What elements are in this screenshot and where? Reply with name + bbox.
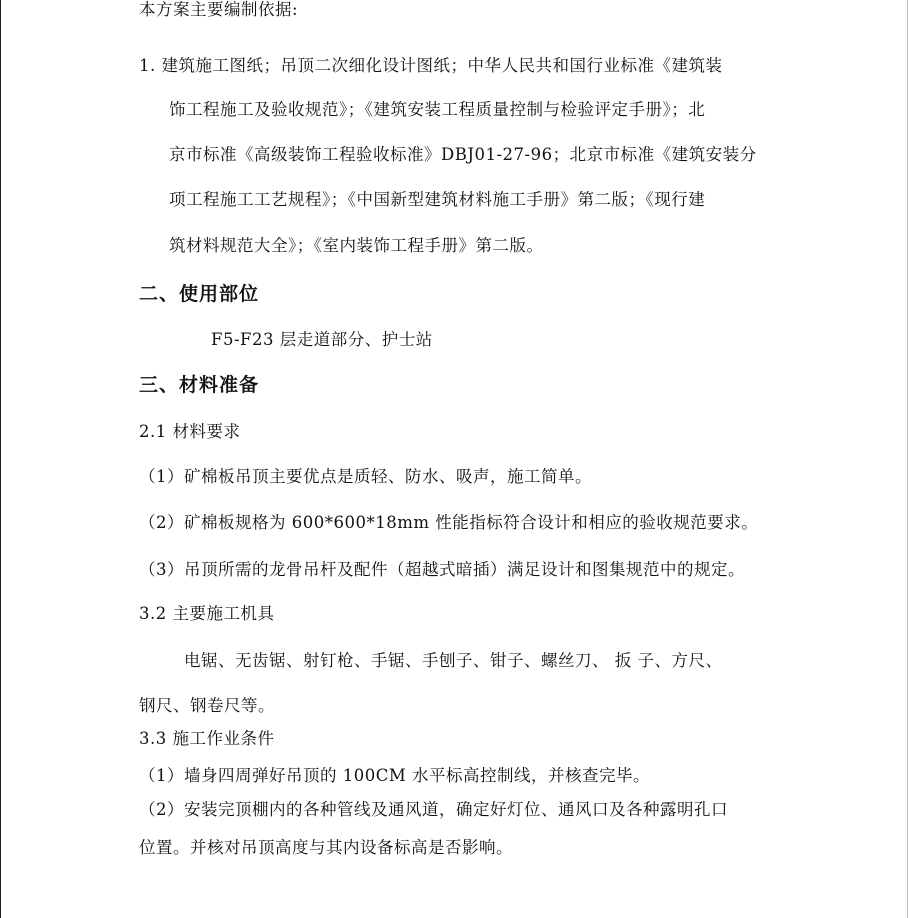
page-left-border bbox=[0, 0, 1, 918]
material-item-2: （2）矿棉板规格为 600*600*18mm 性能指标符合设计和相应的验收规范要求。 bbox=[139, 513, 759, 532]
section-heading-usage: 二、使用部位 bbox=[139, 283, 260, 305]
subsection-title-work-conditions: 3.3 施工作业条件 bbox=[139, 729, 275, 748]
basis-line-4: 项工程施工工艺规程》；《中国新型建筑材料施工手册》第二版；《现行建 bbox=[169, 190, 706, 209]
usage-location-text: F5-F23 层走道部分、护士站 bbox=[211, 330, 433, 349]
subsection-title-material-requirements: 2.1 材料要求 bbox=[139, 422, 241, 441]
intro-text: 本方案主要编制依据: bbox=[139, 0, 299, 19]
tools-line-2: 钢尺、钢卷尺等。 bbox=[139, 696, 275, 715]
basis-line-2: 饰工程施工及验收规范》；《建筑安装工程质量控制与检验评定手册》；北 bbox=[169, 100, 706, 119]
condition-item-1: （1）墙身四周弹好吊顶的 100CM 水平标高控制线，并核查完毕。 bbox=[139, 766, 651, 785]
section-heading-materials: 三、材料准备 bbox=[139, 374, 260, 396]
condition-item-2-line-1: （2）安装完顶棚内的各种管线及通风道，确定好灯位、通风口及各种露明孔口 bbox=[139, 800, 728, 819]
basis-line-5: 筑材料规范大全》；《室内装饰工程手册》第二版。 bbox=[169, 236, 544, 255]
subsection-title-tools: 3.2 主要施工机具 bbox=[139, 604, 275, 623]
basis-line-1: 1. 建筑施工图纸；吊顶二次细化设计图纸；中华人民共和国行业标准《建筑装 bbox=[139, 56, 723, 75]
material-item-3: （3）吊顶所需的龙骨吊杆及配件（超越式暗插）满足设计和图集规范中的规定。 bbox=[139, 560, 745, 579]
material-item-1: （1）矿棉板吊顶主要优点是质轻、防水、吸声，施工简单。 bbox=[139, 467, 592, 486]
basis-line-3: 京市标准《高级装饰工程验收标准》DBJ01-27-96；北京市标准《建筑安装分 bbox=[169, 145, 757, 164]
tools-line-1: 电锯、无齿锯、射钉枪、手锯、手刨子、钳子、螺丝刀、 扳 子、方尺、 bbox=[184, 651, 723, 670]
condition-item-2-line-2: 位置。并核对吊顶高度与其内设备标高是否影响。 bbox=[139, 838, 513, 857]
